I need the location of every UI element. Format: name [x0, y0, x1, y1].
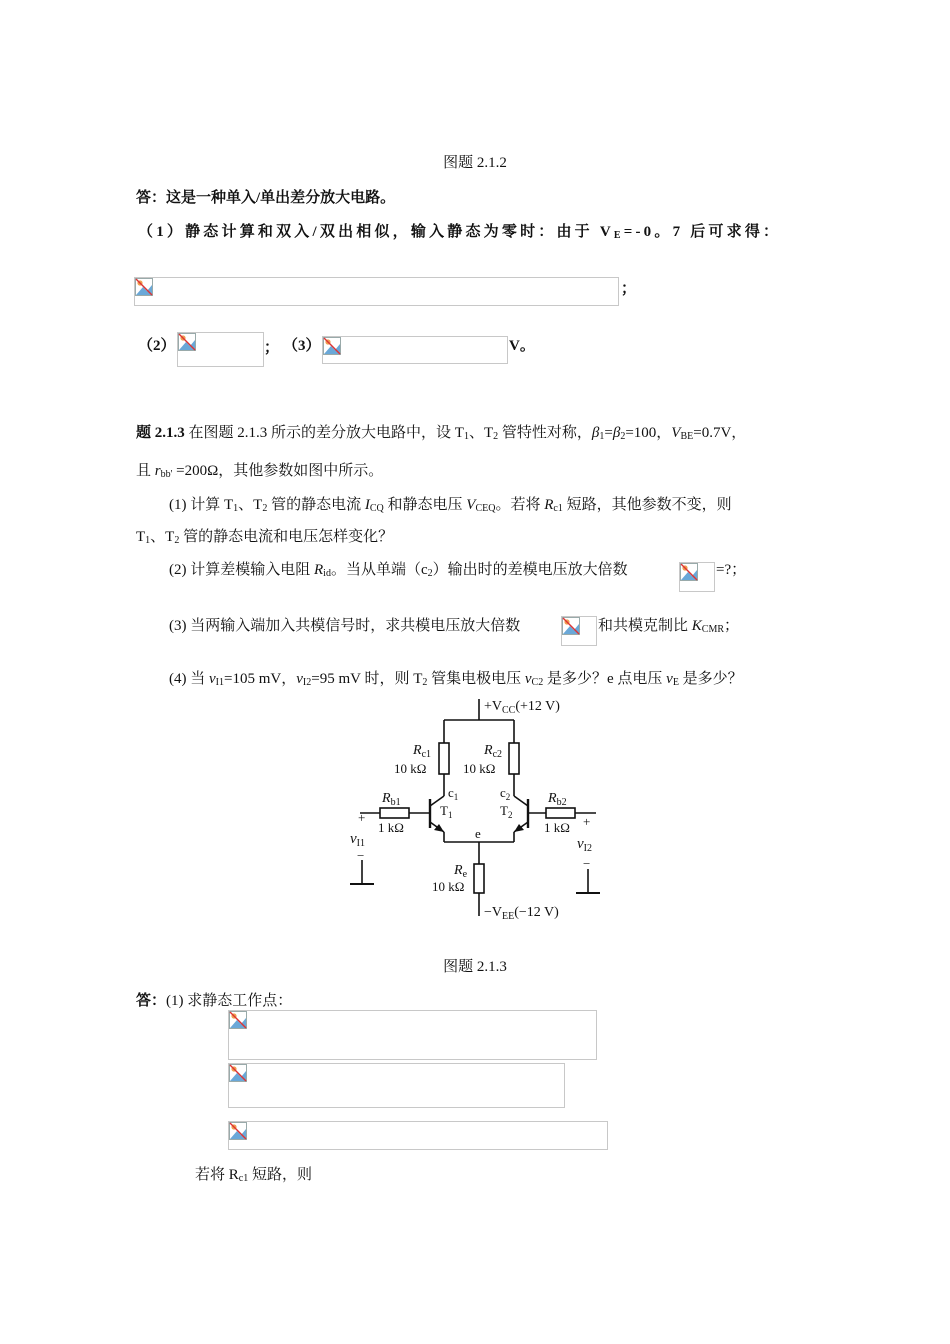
broken-formula-image: [228, 1063, 565, 1108]
answer-2-1-2-part2-label: （2）: [138, 338, 176, 354]
broken-image-icon: [229, 1011, 247, 1029]
answer-2-1-2-line1: （1）静态计算和双入/双出相似，输入静态为零时：由于 $V_E=-0$。7 后可求得：: [138, 224, 782, 241]
vee-label: $-V_{EE}(-12$ V): [484, 905, 559, 922]
t2-collector: [514, 796, 528, 806]
rc2-name: $R_{c2}$: [484, 743, 503, 760]
rb1-value: 1 kΩ: [378, 820, 404, 835]
re-value: 10 kΩ: [432, 879, 465, 894]
vi2-plus: +: [583, 814, 591, 829]
vi2-minus: −: [583, 856, 591, 871]
rc1-value: 10 kΩ: [394, 761, 427, 776]
broken-formula-image: [228, 1121, 608, 1150]
c1-label: $c_1$: [448, 785, 459, 802]
unit-volts: V。: [509, 338, 535, 354]
resistor-rc2: [509, 743, 519, 774]
answer-2-1-3-short-circuit: 若将 $R_{c1}$ 短路，则: [195, 1167, 312, 1184]
problem-2-1-3-line2: 且 $r_{bb'} =200\Omega$，其他参数如图中所示。: [136, 463, 384, 480]
answer-2-1-2-heading: 答：这是一种单入/单出差分放大电路。: [136, 190, 396, 206]
c2-label: $c_2$: [500, 785, 511, 802]
resistor-re: [474, 864, 484, 893]
broken-image-icon: [229, 1122, 247, 1140]
figure-caption-2-1-3: 图题 2.1.3: [443, 959, 507, 975]
answer-2-1-3-heading: 答：(1) 求静态工作点：: [136, 993, 293, 1009]
problem-2-1-3-item1: (1) 计算 $T_1$、$T_2$ 管的静态电流 $I_{CQ}$ 和静态电压 $V_{CEQ}$。若将 $R_{c1}$ 短路，其他参数不变，则: [169, 497, 732, 514]
re-name: $R_e$: [454, 863, 468, 880]
problem-2-1-3-item2-end: =?；: [716, 562, 747, 578]
rb2-name: $R_{b2}$: [548, 791, 567, 808]
figure-caption-2-1-2: 图题 2.1.2: [443, 155, 507, 171]
broken-formula-image: [228, 1010, 597, 1060]
semicolon: ；: [621, 281, 637, 297]
vi1-plus: +: [358, 810, 366, 825]
problem-2-1-3-item4: (4) 当 $v_{I1}=105$ mV，$v_{I2}=95$ mV 时，则 $T_2$ 管集电极电压 $v_{C2}$ 是多少？e 点电压 $v_E$ 是多少？: [169, 671, 743, 688]
answer-2-1-2-part3-label: （3）: [283, 338, 321, 354]
semicolon: ；: [264, 340, 280, 356]
resistor-rb2: [546, 808, 575, 818]
emitter-node-label: e: [475, 826, 481, 841]
problem-2-1-3-item2: (2) 计算差模输入电阻 $R_{id}$。当从单端$(c_2)$输出时的差模电压放大倍数: [169, 562, 628, 579]
rc1-name: $R_{c1}$: [413, 743, 432, 760]
vi1-minus: −: [357, 848, 365, 863]
problem-2-1-3-item1-cont: $T_1$、$T_2$ 管的静态电流和电压怎样变化？: [136, 529, 394, 546]
rb1-name: $R_{b1}$: [382, 791, 401, 808]
resistor-rc1: [439, 743, 449, 774]
problem-2-1-3-line1: 题 2.1.3 在图题 2.1.3 所示的差分放大电路中，设 $T_1$、$T_2$ 管特性对称，$\beta_1=\beta_2=100$，$V_{BE}=0.7V$，: [136, 425, 747, 442]
resistor-rb1: [380, 808, 409, 818]
rb2-value: 1 kΩ: [544, 820, 570, 835]
problem-2-1-3-item3-end: 和共模克制比 $K_{CMR}$；: [598, 618, 740, 635]
problem-2-1-3-item3: (3) 当两输入端加入共模信号时，求共模电压放大倍数: [169, 618, 521, 634]
broken-image-icon: [229, 1064, 247, 1082]
vi1-label: $v_{I1}$: [350, 831, 366, 849]
t2-label: $T_2$: [500, 803, 513, 820]
t1-label: $T_1$: [440, 803, 453, 820]
rc2-value: 10 kΩ: [463, 761, 496, 776]
vcc-label: $+V_{CC}(+12$ V): [484, 699, 560, 716]
vi2-label: $v_{I2}$: [577, 836, 593, 854]
